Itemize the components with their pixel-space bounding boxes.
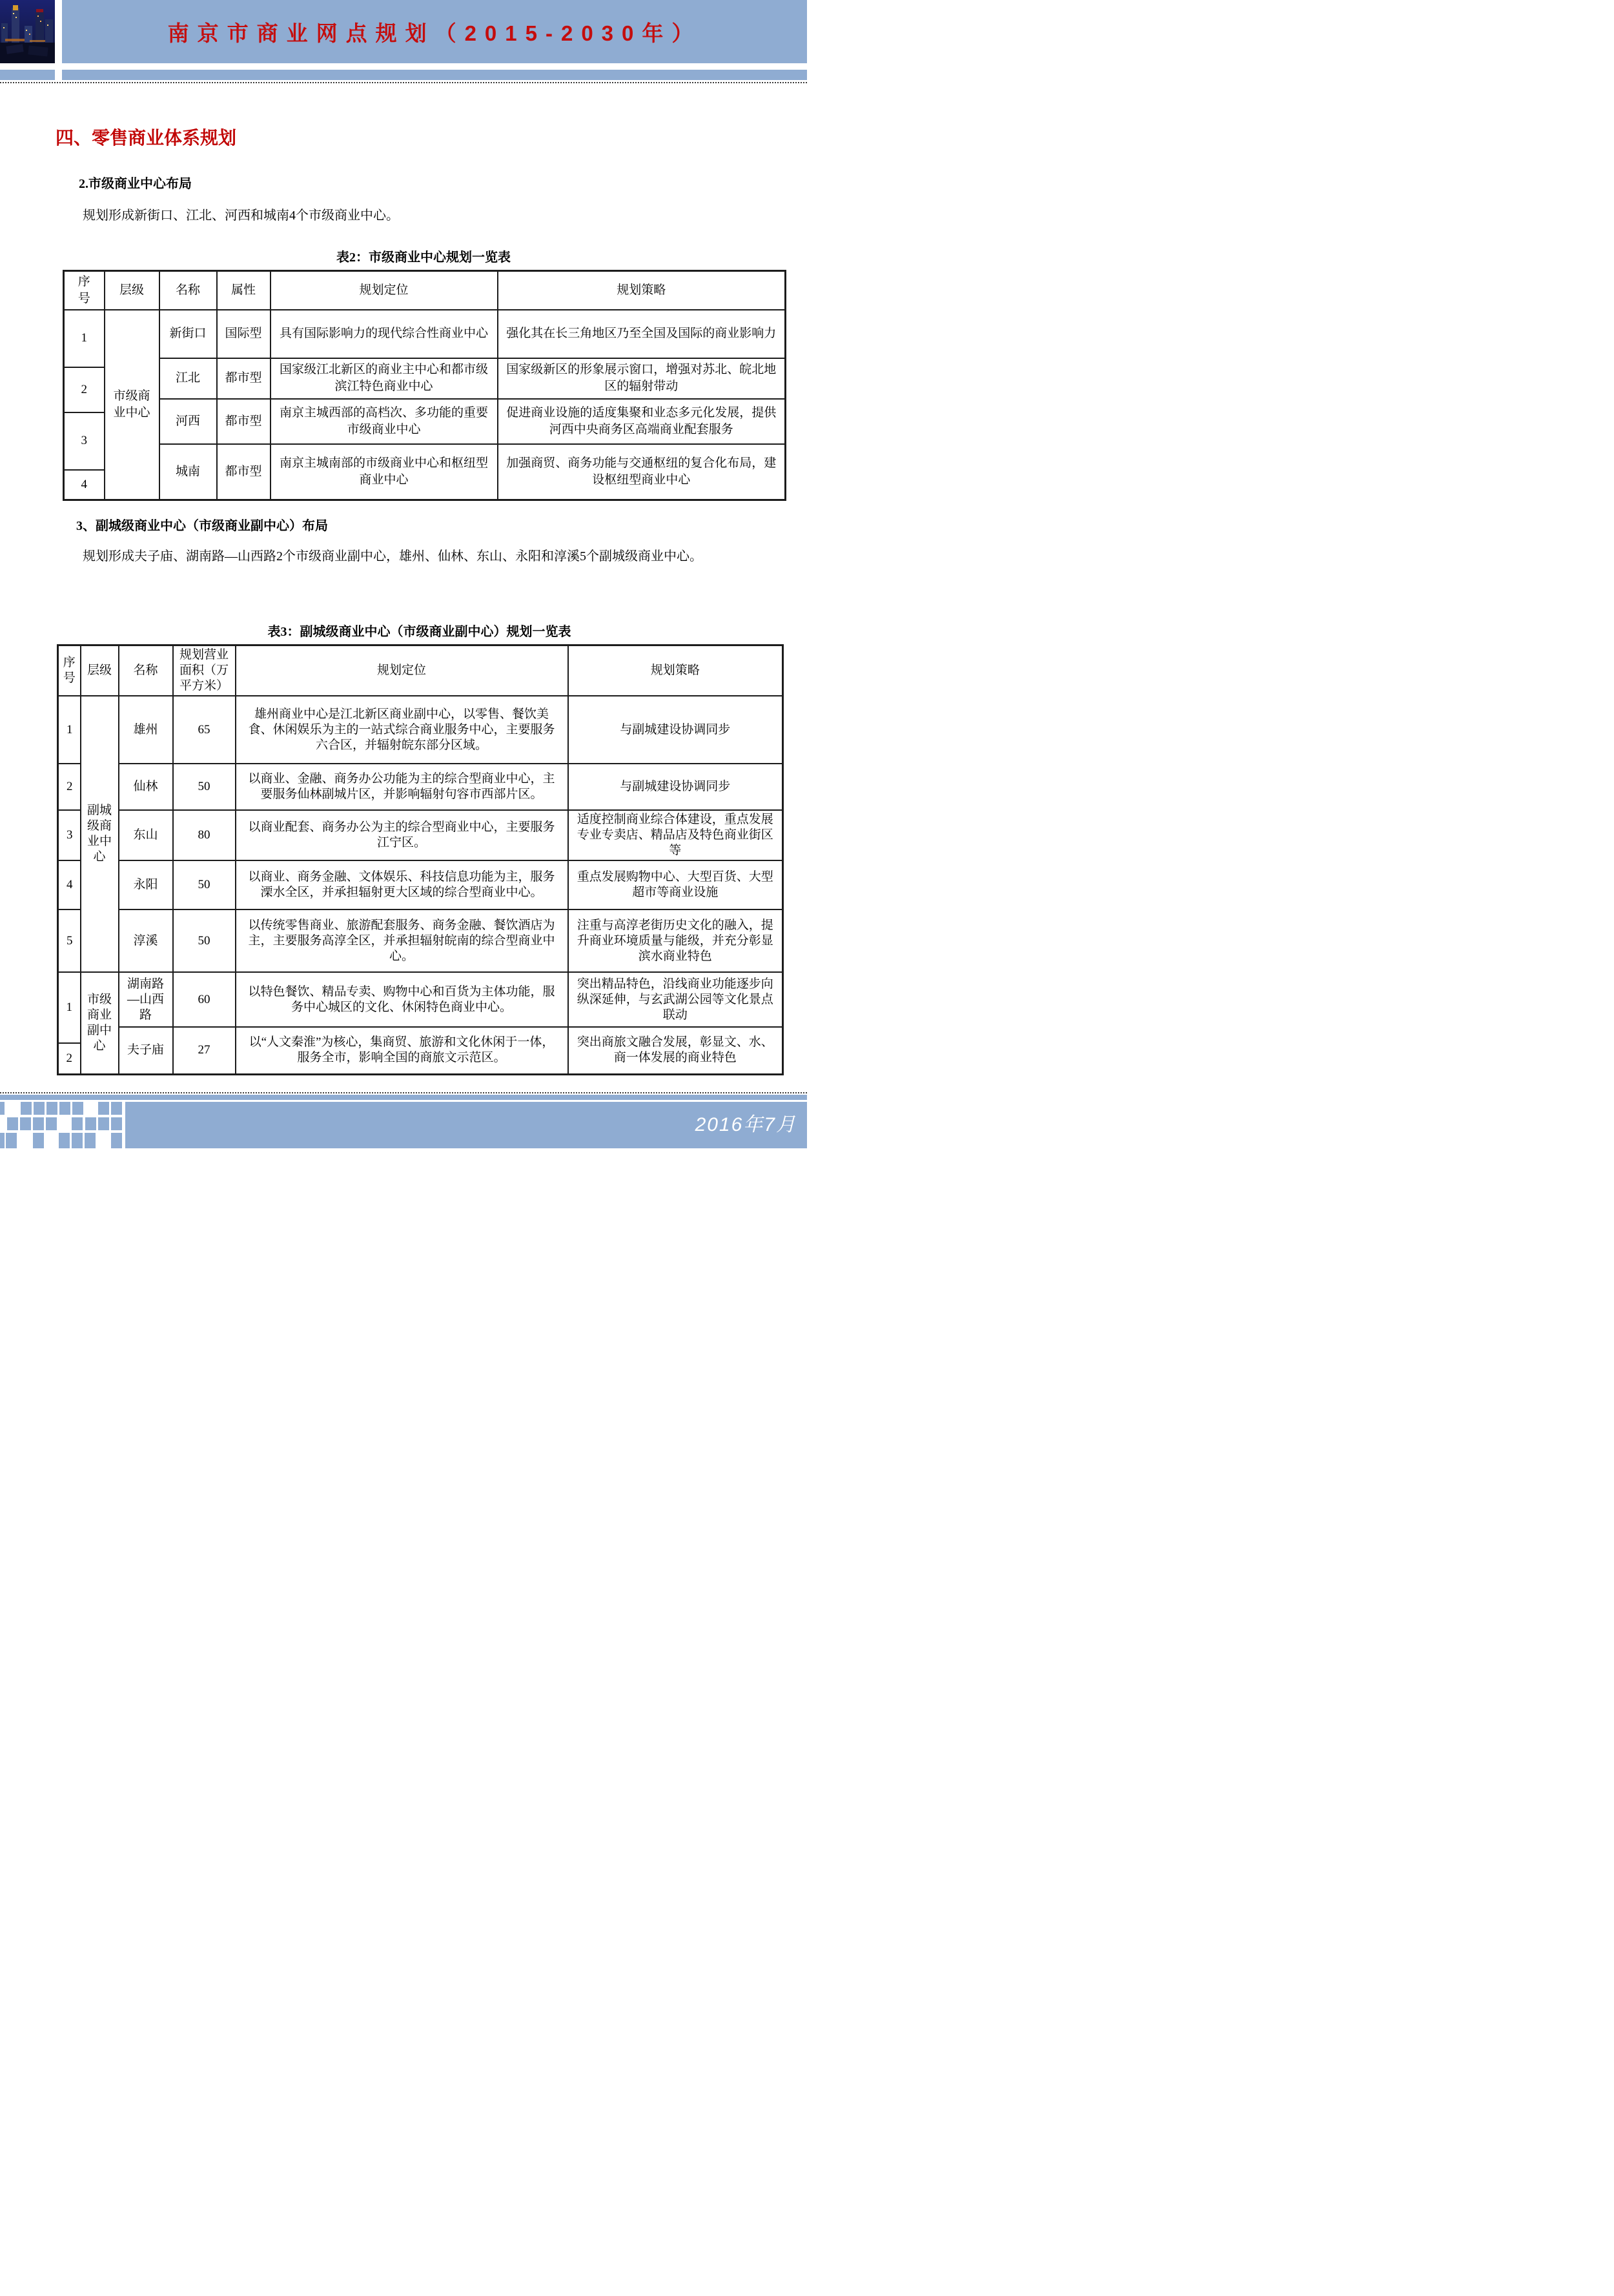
strategy-cell: 突出商旅文融合发展，彰显文、水、商一体发展的商业特色 <box>568 1027 783 1074</box>
position-cell: 以“人文秦淮”为核心，集商贸、旅游和文化休闲于一体，服务全市，影响全国的商旅文示范区。 <box>236 1027 568 1074</box>
table-row <box>58 696 783 764</box>
serial-cell: 3 <box>65 413 104 471</box>
strategy-cell: 注重与高淳老街历史文化的融入，提升商业环境质量与能级，并充分彰显滨水商业特色 <box>568 909 783 972</box>
mosaic-square <box>98 1102 109 1115</box>
level-cell: 市级商业副中心 <box>81 972 119 1074</box>
strategy-cell: 适度控制商业综合体建设，重点发展专业专卖店、精品店及特色商业街区等 <box>568 810 783 860</box>
mosaic-square <box>0 1102 5 1115</box>
level-cell: 副城级商业中心 <box>81 696 119 972</box>
mosaic-square <box>111 1117 122 1130</box>
table-row <box>58 909 783 972</box>
position-cell: 具有国际影响力的现代综合性商业中心 <box>271 310 498 358</box>
serial-cell: 4 <box>58 860 81 909</box>
section-heading: 四、零售商业体系规划 <box>56 128 237 148</box>
mosaic-square <box>0 1133 5 1148</box>
mosaic-square <box>85 1133 96 1148</box>
strategy-cell: 与副城建设协调同步 <box>568 764 783 810</box>
paragraph-2: 规划形成夫子庙、湖南路—山西路2个市级商业副中心，雄州、仙林、东山、永阳和淳溪5个副城级商业中心。 <box>83 549 702 564</box>
attr-cell: 都市型 <box>217 399 271 444</box>
mosaic-square <box>111 1102 122 1115</box>
footer-divider <box>0 1092 807 1093</box>
title-banner <box>62 0 807 63</box>
serial-cell: 5 <box>58 909 81 972</box>
area-cell: 50 <box>173 860 236 909</box>
table-row <box>64 358 786 399</box>
subsection-heading-2: 3、副城级商业中心（市级商业副中心）布局 <box>76 519 328 533</box>
serial-cell: 2 <box>66 1051 72 1065</box>
serial-cell: 1 <box>58 696 81 764</box>
area-cell: 60 <box>173 972 236 1027</box>
mosaic-square <box>20 1117 31 1130</box>
position-cell: 以传统零售商业、旅游配套服务、商务金融、餐饮酒店为主，主要服务高淳全区，并承担辐射皖南的综合型商业中心。 <box>236 909 568 972</box>
attr-cell: 都市型 <box>217 444 271 500</box>
serial-cell: 4 <box>81 477 87 491</box>
table-row <box>64 399 786 444</box>
attr-cell: 国际型 <box>217 310 271 358</box>
name-cell: 东山 <box>119 810 173 860</box>
position-cell: 以商业、商务金融、文体娱乐、科技信息功能为主，服务溧水全区，并承担辐射更大区域的综合型商业中心。 <box>236 860 568 909</box>
table-row <box>58 810 783 860</box>
col-header-name: 名称 <box>119 645 173 696</box>
table-row <box>58 764 783 810</box>
mosaic-square <box>85 1117 96 1130</box>
footer-date: 2016年7月 <box>695 1114 797 1135</box>
position-cell: 南京主城南部的市级商业中心和枢纽型商业中心 <box>271 444 498 500</box>
footer-block <box>125 1102 807 1148</box>
mosaic-pattern <box>0 1102 125 1148</box>
name-cell: 夫子庙 <box>119 1027 173 1074</box>
name-cell: 永阳 <box>119 860 173 909</box>
mosaic-square <box>59 1133 70 1148</box>
strategy-cell: 重点发展购物中心、大型百货、大型超市等商业设施 <box>568 860 783 909</box>
col-header-level: 层级 <box>105 271 159 310</box>
col-header-level: 层级 <box>81 645 119 696</box>
mosaic-square <box>59 1102 70 1115</box>
area-cell: 80 <box>173 810 236 860</box>
strategy-cell: 国家级新区的形象展示窗口，增强对苏北、皖北地区的辐射带动 <box>498 358 786 399</box>
col-header-area: 规划营业面积（万平方米） <box>173 645 236 696</box>
col-header-name: 名称 <box>159 271 217 310</box>
area-cell: 50 <box>173 909 236 972</box>
footer-band <box>0 1095 807 1100</box>
col-header-attr: 属性 <box>217 271 271 310</box>
position-cell: 国家级江北新区的商业主中心和都市级滨江特色商业中心 <box>271 358 498 399</box>
header-strip-right <box>62 70 807 80</box>
header-strip-left <box>0 70 55 80</box>
col-header-no: 序号 <box>64 271 105 310</box>
area-cell: 65 <box>173 696 236 764</box>
document-page <box>0 0 807 1148</box>
position-cell: 以特色餐饮、精品专卖、购物中心和百货为主体功能，服务中心城区的文化、休闲特色商业中心。 <box>236 972 568 1027</box>
mosaic-square <box>6 1133 17 1148</box>
mosaic-square <box>46 1117 57 1130</box>
mosaic-square <box>111 1133 122 1148</box>
col-header-position: 规划定位 <box>236 645 568 696</box>
name-cell: 江北 <box>159 358 217 399</box>
serial-column <box>64 310 105 500</box>
table-row <box>58 860 783 909</box>
table3-title: 表3：副城级商业中心（市级商业副中心）规划一览表 <box>267 625 571 639</box>
document-title: 南京市商业网点规划（2015-2030年） <box>167 21 702 45</box>
name-cell: 新街口 <box>159 310 217 358</box>
strategy-cell: 突出精品特色，沿线商业功能逐步向纵深延伸，与玄武湖公园等文化景点联动 <box>568 972 783 1027</box>
strategy-cell: 与副城建设协调同步 <box>568 696 783 764</box>
col-header-strategy: 规划策略 <box>498 271 786 310</box>
name-cell: 湖南路—山西路 <box>119 972 173 1027</box>
name-cell: 淳溪 <box>119 909 173 972</box>
serial-cell: 1 <box>59 973 80 1044</box>
table-row <box>58 972 783 1027</box>
strategy-cell: 促进商业设施的适度集聚和业态多元化发展，提供河西中央商务区高端商业配套服务 <box>498 399 786 444</box>
table-header-row <box>64 271 786 310</box>
mosaic-square <box>34 1102 45 1115</box>
mosaic-square <box>33 1117 44 1130</box>
mosaic-square <box>98 1117 109 1130</box>
name-cell: 河西 <box>159 399 217 444</box>
mosaic-square <box>7 1117 18 1130</box>
table-row <box>58 1027 783 1074</box>
strategy-cell: 加强商贸、商务功能与交通枢纽的复合化布局，建设枢纽型商业中心 <box>498 444 786 500</box>
nanjing-skyline-photo <box>0 0 55 63</box>
position-cell: 南京主城西部的高档次、多功能的重要市级商业中心 <box>271 399 498 444</box>
table-row <box>64 444 786 500</box>
table-city-level-centers <box>63 270 786 501</box>
name-cell: 仙林 <box>119 764 173 810</box>
serial-cell: 3 <box>58 810 81 860</box>
mosaic-square <box>72 1117 83 1130</box>
strategy-cell: 强化其在长三角地区乃至全国及国际的商业影响力 <box>498 310 786 358</box>
col-header-strategy: 规划策略 <box>568 645 783 696</box>
mosaic-square <box>72 1102 83 1115</box>
position-cell: 雄州商业中心是江北新区商业副中心，以零售、餐饮美食、休闲娱乐为主的一站式综合商业服务中心，主要服务六合区，并辐射皖东部分区域。 <box>236 696 568 764</box>
name-cell: 雄州 <box>119 696 173 764</box>
serial-cell: 2 <box>58 764 81 810</box>
mosaic-square <box>33 1133 44 1148</box>
header-divider <box>0 82 807 83</box>
table-header-row <box>58 645 783 696</box>
area-cell: 50 <box>173 764 236 810</box>
serial-column <box>58 972 81 1074</box>
table-subcity-level-centers <box>57 644 784 1075</box>
attr-cell: 都市型 <box>217 358 271 399</box>
table-row <box>64 310 786 358</box>
position-cell: 以商业配套、商务办公为主的综合型商业中心，主要服务江宁区。 <box>236 810 568 860</box>
serial-cell: 2 <box>65 368 104 413</box>
mosaic-square <box>46 1102 57 1115</box>
name-cell: 城南 <box>159 444 217 500</box>
paragraph-1: 规划形成新街口、江北、河西和城南4个市级商业中心。 <box>83 208 399 223</box>
mosaic-square <box>21 1102 32 1115</box>
col-header-no: 序号 <box>58 645 81 696</box>
city-night-image <box>0 0 55 63</box>
col-header-position: 规划定位 <box>271 271 498 310</box>
level-cell: 市级商业中心 <box>105 310 159 500</box>
position-cell: 以商业、金融、商务办公功能为主的综合型商业中心，主要服务仙林副城片区，并影响辐射句容市西部片区。 <box>236 764 568 810</box>
area-cell: 27 <box>173 1027 236 1074</box>
mosaic-square <box>72 1133 83 1148</box>
serial-cell: 1 <box>65 310 104 368</box>
subsection-heading-1: 2.市级商业中心布局 <box>79 177 192 191</box>
table2-title: 表2：市级商业中心规划一览表 <box>336 250 511 265</box>
